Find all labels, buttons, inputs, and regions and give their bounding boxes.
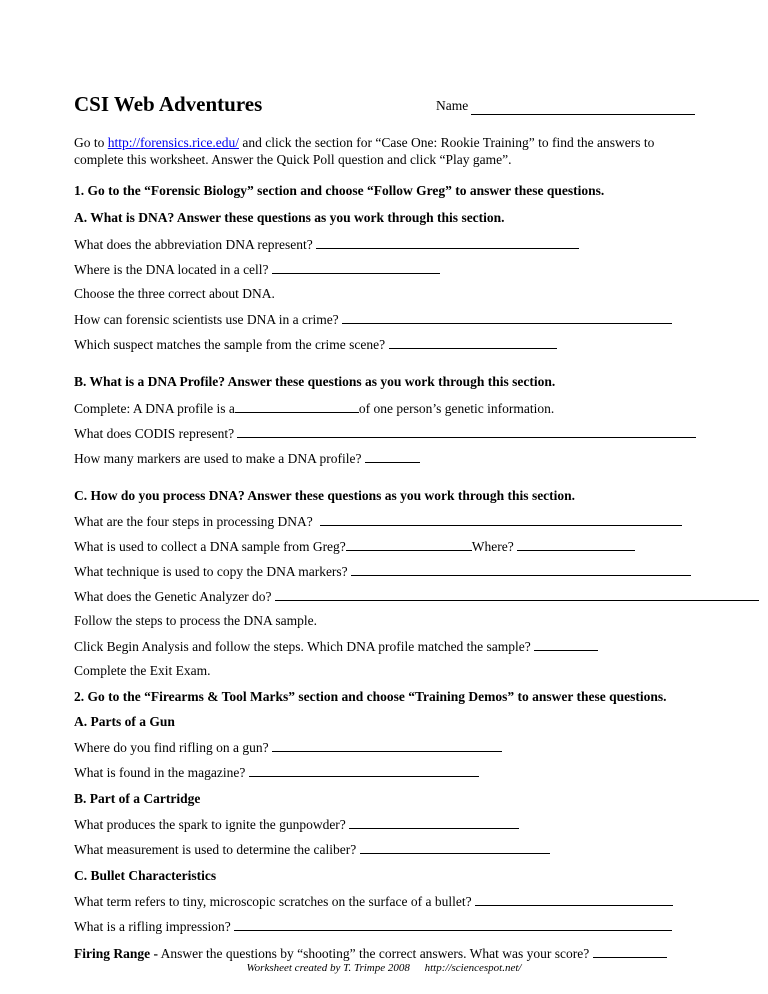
answer-blank[interactable]: [272, 739, 502, 752]
answer-blank[interactable]: [517, 538, 635, 551]
score-blank[interactable]: [593, 945, 667, 958]
question: Where is the DNA located in a cell?: [74, 261, 702, 278]
footer-url: http://sciencespot.net/: [424, 962, 522, 974]
footer: [0, 962, 768, 974]
question: Follow the steps to process the DNA sample.: [74, 613, 317, 628]
name-blank[interactable]: [471, 114, 695, 115]
section-1b-heading: B. What is a DNA Profile? Answer these questions as you work through this section.: [74, 374, 556, 389]
answer-blank[interactable]: [235, 400, 359, 413]
question: What produces the spark to ignite the gunpowder?: [74, 816, 702, 833]
answer-blank[interactable]: [272, 261, 440, 274]
answer-blank[interactable]: [360, 841, 550, 854]
section-2a-heading: A. Parts of a Gun: [74, 714, 175, 729]
firing-range: Firing Range - Answer the questions by “shooting” the correct answers. What was your score?: [74, 945, 702, 962]
page-title: CSI Web Adventures: [74, 92, 263, 116]
section-1-heading: 1. Go to the “Forensic Biology” section and choose “Follow Greg” to answer these questions.: [74, 183, 605, 198]
question: What does the abbreviation DNA represent?: [74, 236, 702, 253]
answer-blank[interactable]: [389, 336, 557, 349]
question: Click Begin Analysis and follow the steps. Which DNA profile matched the sample?: [74, 638, 702, 655]
question: Choose the three correct about DNA.: [74, 286, 275, 301]
answer-blank[interactable]: [534, 638, 598, 651]
question: What term refers to tiny, microscopic scratches on the surface of a bullet?: [74, 893, 702, 910]
answer-blank[interactable]: [475, 893, 673, 906]
question: Complete: A DNA profile is a of one person’s genetic information.: [74, 401, 555, 416]
question: What technique is used to copy the DNA markers?: [74, 563, 702, 580]
footer-credit: Worksheet created by T. Trimpe 2008: [246, 962, 410, 974]
question: How can forensic scientists use DNA in a crime?: [74, 311, 702, 328]
question: What is used to collect a DNA sample from Greg? Where?: [74, 538, 702, 555]
answer-blank[interactable]: [316, 236, 579, 249]
question: What does CODIS represent?: [74, 425, 702, 442]
name-label: Name: [436, 98, 469, 113]
forensics-link[interactable]: http://forensics.rice.edu/: [107, 135, 239, 150]
question: What is a rifling impression?: [74, 918, 702, 935]
question: How many markers are used to make a DNA profile?: [74, 450, 702, 467]
section-2b-heading: B. Part of a Cartridge: [74, 791, 201, 806]
question: What measurement is used to determine the caliber?: [74, 841, 702, 858]
question: Which suspect matches the sample from the crime scene?: [74, 336, 702, 353]
section-1a-heading: A. What is DNA? Answer these questions as you work through this section.: [74, 210, 505, 225]
answer-blank[interactable]: [320, 513, 682, 526]
intro-paragraph: Go to http://forensics.rice.edu/ and click the section for “Case One: Rookie Training” to find the answers to complete this worksheet. Answer the Quick Poll question and click “Play game”.: [74, 135, 655, 167]
firing-range-label: Firing Range -: [74, 946, 158, 961]
answer-blank[interactable]: [351, 563, 691, 576]
answer-blank[interactable]: [365, 450, 420, 463]
answer-blank[interactable]: [249, 764, 479, 777]
answer-blank[interactable]: [342, 311, 672, 324]
section-1c-heading: C. How do you process DNA? Answer these questions as you work through this section.: [74, 488, 576, 503]
question: Complete the Exit Exam.: [74, 663, 211, 678]
answer-blank[interactable]: [349, 816, 519, 829]
header: [74, 92, 702, 122]
answer-blank[interactable]: [275, 588, 759, 601]
answer-blank[interactable]: [346, 538, 472, 551]
answer-blank[interactable]: [237, 425, 696, 438]
question: Where do you find rifling on a gun?: [74, 739, 702, 756]
question: What does the Genetic Analyzer do?: [74, 588, 702, 605]
answer-blank[interactable]: [234, 918, 672, 931]
section-2-heading: 2. Go to the “Firearms & Tool Marks” section and choose “Training Demos” to answer these questions.: [74, 689, 667, 704]
section-2c-heading: C. Bullet Characteristics: [74, 868, 217, 883]
question: What is found in the magazine?: [74, 764, 702, 781]
question: What are the four steps in processing DNA?: [74, 513, 702, 530]
